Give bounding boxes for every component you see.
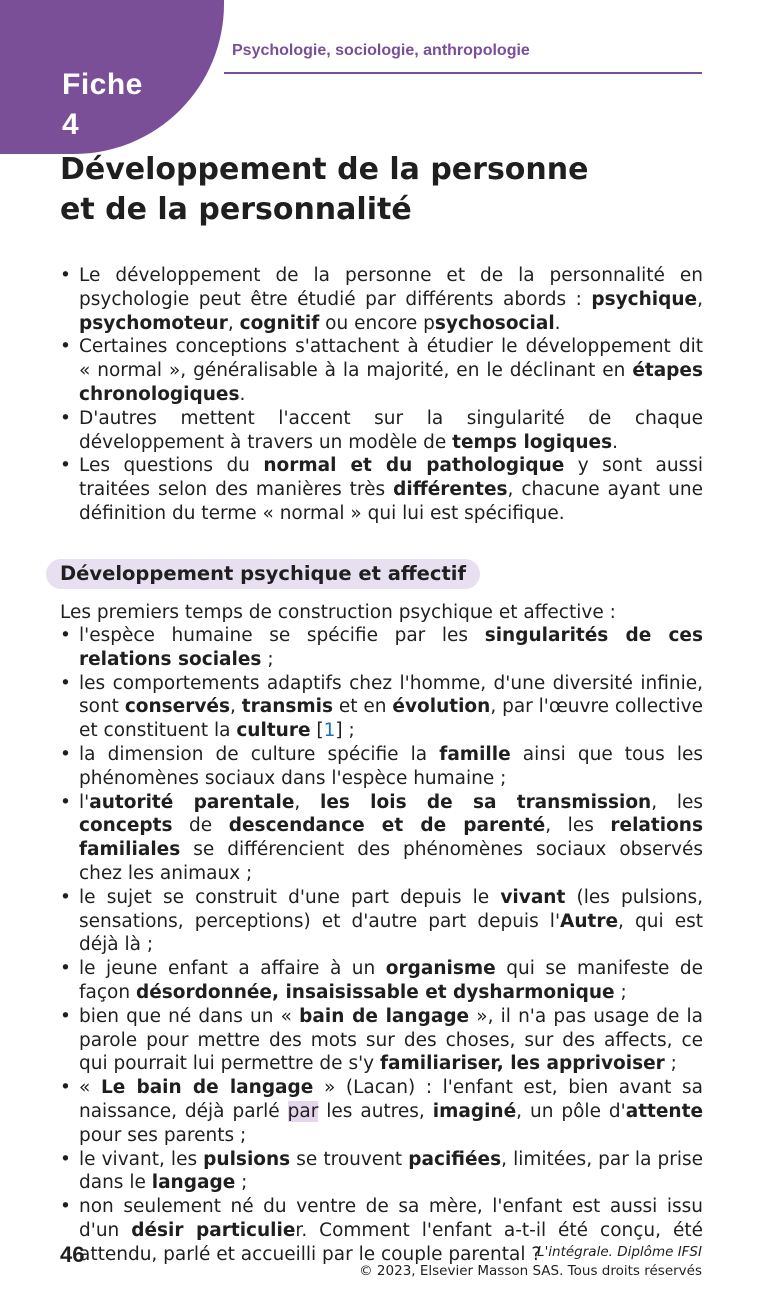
running-head: Psychologie, sociologie, anthropologie xyxy=(232,42,530,59)
footer-book-title: L'intégrale. Diplôme IFSI xyxy=(537,1244,702,1260)
fiche-number: 4 xyxy=(62,108,79,141)
section-heading: Développement psychique et affectif xyxy=(46,559,480,589)
footer-copyright: © 2023, Elsevier Masson SAS. Tous droits réservés xyxy=(359,1263,702,1279)
intro-bullet-list xyxy=(60,264,703,526)
section-bullet-10: • non seulement né du ventre de sa mère, l'enfant est aussi issu d'un désir particulier. Comment l'enfant a-t-il été conçu, été attendu, parlé et accueilli par le couple parental ? xyxy=(60,1195,703,1266)
section-bullet-1: • l'espèce humaine se spécifie par les singularités de ces relations sociales ; xyxy=(60,624,703,672)
section-bullet-2: • les comportements adaptifs chez l'homme, d'une diversité infinie, sont conservés, transmis et en évolution, par l'œuvre collective et constituent la culture [1] ; xyxy=(60,672,703,743)
section-intro: Les premiers temps de construction psychique et affective : xyxy=(60,602,616,623)
section-bullet-7: • bien que né dans un « bain de langage », il n'a pas usage de la parole pour mettre des mots sur des choses, sur des affects, ce qui pourrait lui permettre de s'y familiariser, les apprivoiser ; xyxy=(60,1005,703,1076)
section-bullet-list xyxy=(60,624,703,1267)
page-number: 46 xyxy=(60,1242,85,1267)
section-bullet-3: • la dimension de culture spécifie la famille ainsi que tous les phénomènes sociaux dans l'espèce humaine ; xyxy=(60,743,703,791)
fiche-label: Fiche xyxy=(62,68,143,101)
section-bullet-9: • le vivant, les pulsions se trouvent pacifiées, limitées, par la prise dans le langage ; xyxy=(60,1148,703,1196)
intro-bullet-1: • Le développement de la personne et de la personnalité en psychologie peut être étudié par différents abords : psychique, psychomoteur, cognitif ou encore psychosocial. xyxy=(60,264,703,335)
title-line-2: et de la personnalité xyxy=(60,192,412,227)
title-line-1: Développement de la personne xyxy=(60,152,589,187)
section-bullet-8: • « Le bain de langage » (Lacan) : l'enfant est, bien avant sa naissance, déjà parlé par les autres, imaginé, un pôle d'attente pour ses parents ; xyxy=(60,1076,703,1147)
header-rule xyxy=(224,72,702,74)
intro-bullet-4: • Les questions du normal et du pathologique y sont aussi traitées selon des manières très différentes, chacune ayant une définition du terme « normal » qui lui est spécifique. xyxy=(60,454,703,525)
section-bullet-5: • le sujet se construit d'une part depuis le vivant (les pulsions, sensations, perceptions) et d'autre part depuis l'Autre, qui est déjà là ; xyxy=(60,886,703,957)
intro-bullet-2: • Certaines conceptions s'attachent à étudier le développement dit « normal », généralisable à la majorité, en le déclinant en étapes chronologiques. xyxy=(60,335,703,406)
intro-bullet-3: • D'autres mettent l'accent sur la singularité de chaque développement à travers un modèle de temps logiques. xyxy=(60,407,703,455)
section-bullet-6: • le jeune enfant a affaire à un organisme qui se manifeste de façon désordonnée, insaisissable et dysharmonique ; xyxy=(60,957,703,1005)
section-bullet-4: • l'autorité parentale, les lois de sa transmission, les concepts de descendance et de parenté, les relations familiales se différencient des phénomènes sociaux observés chez les animaux ; xyxy=(60,791,703,886)
page-title xyxy=(60,150,700,230)
